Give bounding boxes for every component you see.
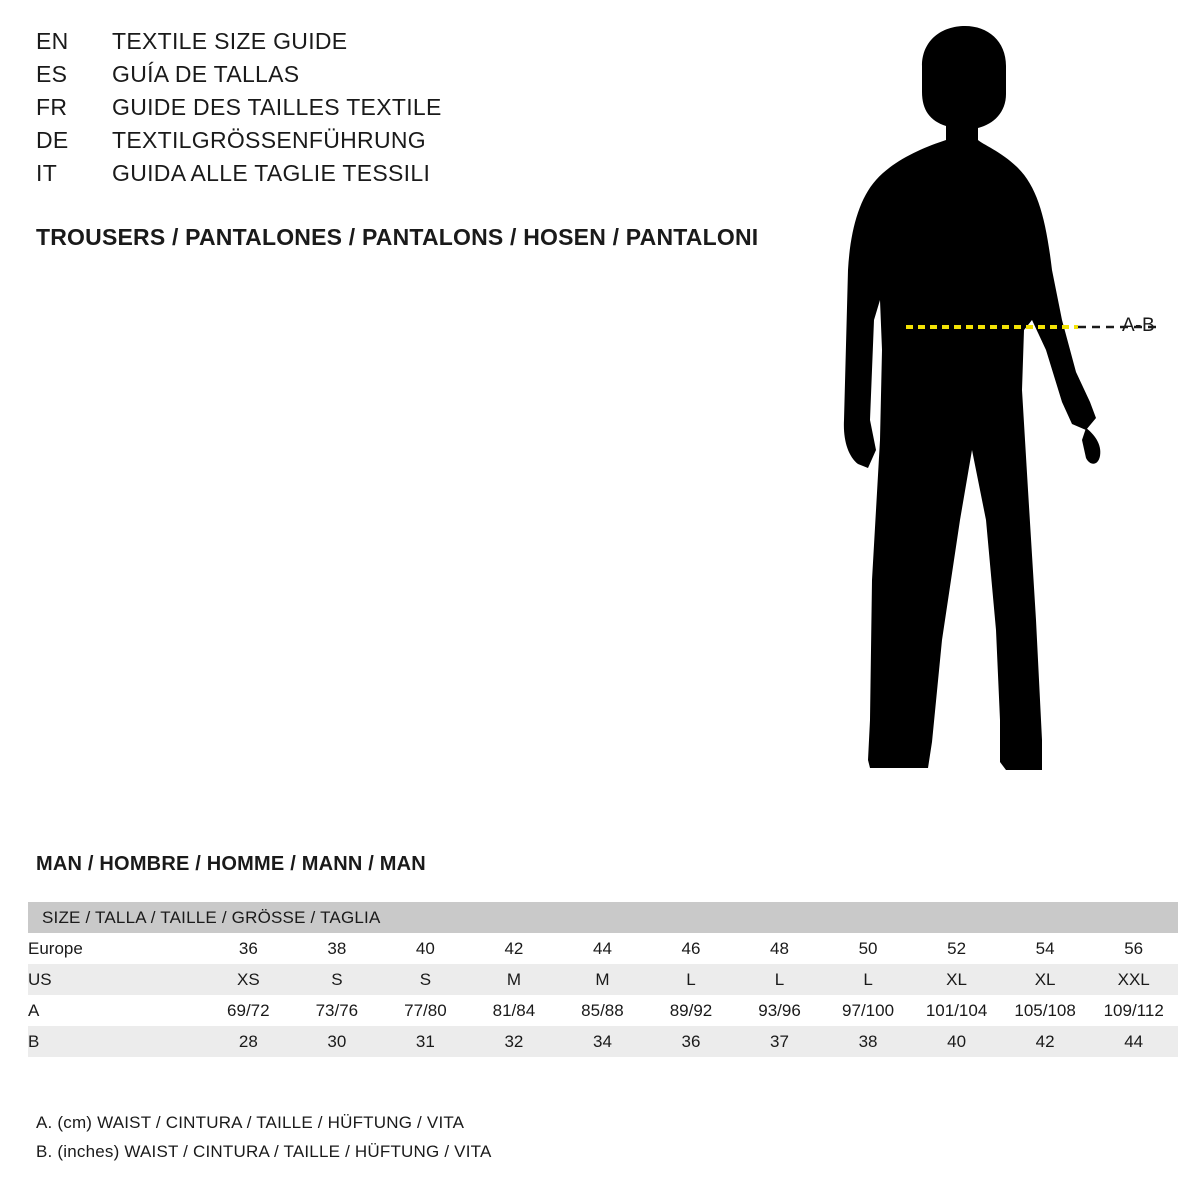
language-row (36, 28, 796, 61)
table-cell: 30 (327, 1031, 347, 1051)
table-row (28, 1026, 1178, 1057)
size-chart-table (28, 902, 1178, 1057)
language-code: ES (36, 61, 68, 87)
garment-type-title: TROUSERS / PANTALONES / PANTALONS / HOSEN / PANTALONI (36, 224, 759, 250)
footnotes (36, 1108, 492, 1166)
row-label: A (28, 1000, 40, 1020)
language-row (36, 94, 796, 127)
footnote-b: B. (inches) WAIST / CINTURA / TAILLE / HÜFTUNG / VITA (36, 1142, 492, 1161)
table-row (28, 995, 1178, 1026)
table-header-label: SIZE / TALLA / TAILLE / GRÖSSE / TAGLIA (28, 902, 1178, 933)
table-cell: 93/96 (758, 1000, 801, 1020)
table-cell: 32 (504, 1031, 524, 1051)
table-cell: 36 (238, 938, 258, 958)
table-header-row (28, 902, 1178, 933)
table-cell: M (595, 969, 610, 989)
table-cell: 42 (504, 938, 524, 958)
row-label: US (28, 969, 52, 989)
language-code: EN (36, 28, 69, 54)
table-cell: 97/100 (842, 1000, 895, 1020)
table-cell: 101/104 (925, 1000, 988, 1020)
language-title: GUIDE DES TAILLES TEXTILE (112, 94, 442, 120)
male-silhouette-icon (810, 20, 1190, 800)
table-cell: 34 (592, 1031, 612, 1051)
table-cell: 48 (770, 938, 789, 958)
table-cell: 36 (681, 1031, 701, 1051)
footnote-a: A. (cm) WAIST / CINTURA / TAILLE / HÜFTUNG / VITA (36, 1113, 465, 1132)
language-title-block (36, 28, 796, 193)
table-section-title: MAN / HOMBRE / HOMME / MANN / MAN (36, 853, 426, 875)
table-cell: 56 (1124, 938, 1144, 958)
language-title: GUÍA DE TALLAS (112, 61, 300, 87)
language-row (36, 61, 796, 94)
table-cell: 81/84 (492, 1000, 536, 1020)
table-cell: 109/112 (1103, 1000, 1164, 1020)
table-row (28, 964, 1178, 995)
table-cell: 44 (1124, 1031, 1144, 1051)
table-cell: 69/72 (227, 1000, 270, 1020)
table-cell: S (331, 969, 343, 989)
table-cell: XS (236, 969, 260, 989)
table-cell: XL (946, 969, 967, 989)
table-cell: L (774, 969, 785, 989)
table-cell: 50 (858, 938, 878, 958)
callout-label-ab: A-B (1122, 315, 1156, 336)
table-cell: 37 (770, 1031, 789, 1051)
table-cell: 31 (415, 1031, 435, 1051)
table-cell: XL (1034, 969, 1056, 989)
row-label: Europe (28, 938, 83, 958)
language-title: TEXTILGRÖSSENFÜHRUNG (112, 127, 426, 153)
language-row (36, 160, 796, 193)
table-cell: L (863, 969, 873, 989)
table-cell: 89/92 (669, 1000, 713, 1020)
table-cell: M (506, 969, 521, 989)
table-cell: 46 (681, 938, 701, 958)
table-cell: 77/80 (404, 1000, 447, 1020)
table-cell: S (419, 969, 432, 989)
table-cell: 44 (592, 938, 612, 958)
language-title: TEXTILE SIZE GUIDE (112, 28, 348, 54)
table-cell: L (686, 969, 696, 989)
language-title: GUIDA ALLE TAGLIE TESSILI (112, 160, 431, 186)
language-code: DE (36, 127, 69, 153)
table-cell: 105/108 (1014, 1000, 1076, 1020)
table-cell: 85/88 (581, 1000, 624, 1020)
table-cell: 54 (1035, 938, 1055, 958)
language-code: IT (36, 160, 58, 186)
table-cell: 28 (238, 1031, 258, 1051)
table-cell: 38 (327, 938, 347, 958)
table-row (28, 933, 1178, 964)
table-cell: 52 (947, 938, 967, 958)
language-code: FR (36, 94, 68, 120)
table-cell: 40 (415, 938, 435, 958)
table-cell: 38 (858, 1031, 878, 1051)
body-figure (810, 20, 1190, 800)
language-row (36, 127, 796, 160)
table-cell: 40 (947, 1031, 967, 1051)
table-cell: XXL (1117, 969, 1150, 989)
table-cell: 42 (1035, 1031, 1055, 1051)
row-label: B (28, 1031, 40, 1051)
table-cell: 73/76 (315, 1000, 359, 1020)
